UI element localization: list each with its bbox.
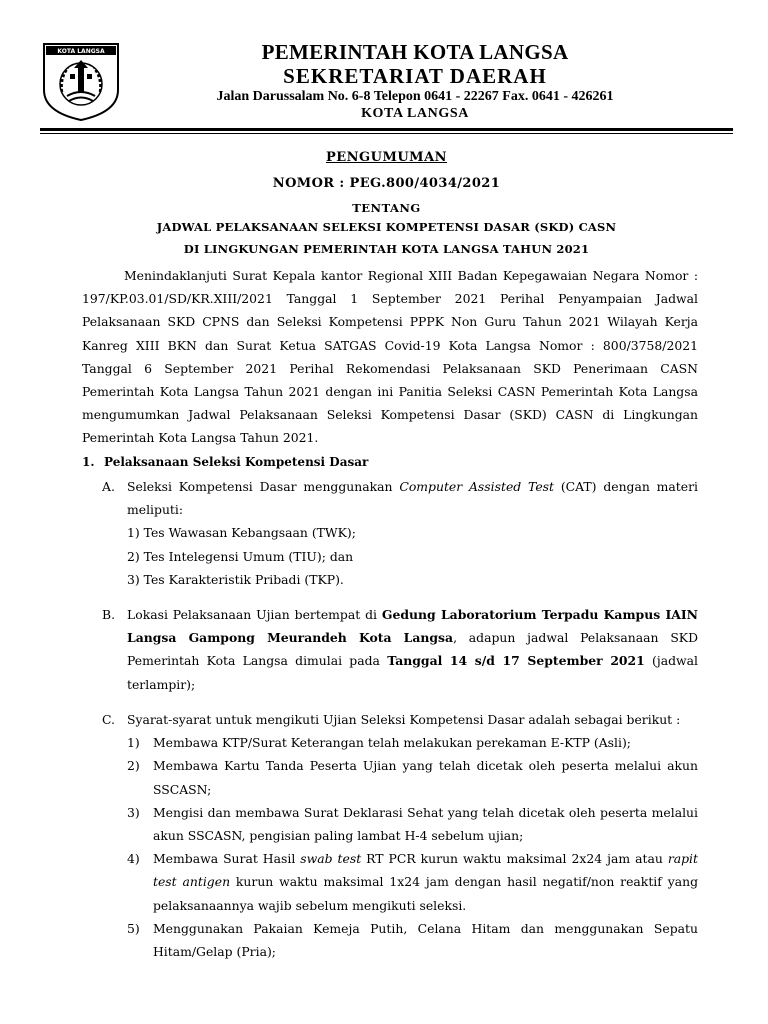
- list-number: 4): [127, 851, 140, 867]
- emblem-shield-icon: [40, 40, 122, 122]
- list-item: 3) Tes Karakteristik Pribadi (TKP).: [127, 571, 344, 587]
- list-number: 5): [127, 920, 140, 936]
- text-segment: (CAT) dengan materi meliputi:: [127, 479, 699, 518]
- subsection-b-text: [127, 603, 698, 696]
- list-text: RT PCR kurun waktu maksimal 2x24 jam atau: [361, 851, 668, 867]
- list-number: 2): [127, 758, 140, 774]
- emblem-label: KOTA LANGSA: [57, 48, 105, 55]
- announcement-number: NOMOR : PEG.800/4034/2021: [272, 176, 501, 191]
- subsection-b: [102, 603, 698, 696]
- subsection-letter: A.: [102, 479, 115, 494]
- letterhead-city: KOTA LANGSA: [361, 106, 469, 121]
- list-text: Menggunakan Pakaian Kemeja Putih, Celana Hitam dan menggunakan Sepatu Hitam/Gelap (Pria);: [153, 920, 698, 960]
- list-item: 1) Tes Wawasan Kebangsaan (TWK);: [127, 525, 356, 541]
- section-1-heading: [82, 455, 368, 469]
- list-item: [127, 731, 698, 754]
- italic-segment: rapit test antigen: [153, 851, 698, 890]
- list-text: Mengisi dan membawa Surat Deklarasi Sehat yang telah dicetak oleh peserta melalui akun SSCASN, pengisian paling lambat H-4 sebelum ujian;: [153, 804, 698, 844]
- subsection-c-intro: Syarat-syarat untuk mengikuti Ujian Seleksi Kompetensi Dasar adalah sebagai berikut :: [127, 712, 681, 727]
- list-number: 1): [127, 735, 140, 751]
- text-segment: (jadwal terlampir);: [127, 653, 698, 692]
- date-bold: Tanggal 14 s/d 17 September 2021: [387, 653, 645, 669]
- subsection-letter: C.: [102, 712, 115, 727]
- intro-paragraph: Menindaklanjuti Surat Kepala kantor Regional XIII Badan Kepegawaian Negara Nomor : 197/KP.03.01/SD/KR.XIII/2021 Tanggal 1 September 2021 Perihal Penyampaian Jadwal Pelaksanaan SKD CPNS dan Seleksi Kompetensi PPPK Non Guru Tahun 2021 Wilayah Kerja Kanreg XIII BKN dan Surat Ketua SATGAS Covid-19 Kota Langsa Nomor : 800/3758/2021 Tanggal 6 September 2021 Perihal Rekomendasi Pelaksanaan SKD Penerimaan CASN Pemerintah Kota Langsa Tahun 2021 dengan ini Panitia Seleksi CASN Pemerintah Kota Langsa mengumumkan Jadwal Pelaksanaan Seleksi Kompetensi Dasar (SKD) CASN di Lingkungan Pemerintah Kota Langsa Tahun 2021.: [82, 268, 698, 446]
- requirements-list: [127, 731, 698, 963]
- list-item: [127, 754, 698, 800]
- letterhead-address: Jalan Darussalam No. 6-8 Telepon 0641 - 22267 Fax. 0641 - 426261: [216, 89, 614, 104]
- announcement-heading: PENGUMUMAN: [325, 150, 448, 165]
- list-text: Membawa KTP/Surat Keterangan telah melakukan perekaman E-KTP (Asli);: [153, 735, 631, 751]
- subsection-c-text: [127, 708, 698, 963]
- list-item: [127, 847, 698, 917]
- list-number: 3): [127, 804, 140, 820]
- announcement-subject-line1: JADWAL PELAKSANAAN SELEKSI KOMPETENSI DASAR (SKD) CASN: [156, 220, 617, 234]
- section-title: Pelaksanaan Seleksi Kompetensi Dasar: [104, 455, 369, 469]
- list-item: [127, 917, 698, 963]
- italic-segment: swab test: [300, 851, 362, 867]
- text-segment: , adapun jadwal Pelaksanaan SKD Pemerintah Kota Langsa dimulai pada: [127, 630, 698, 669]
- announcement-about: TENTANG: [352, 201, 421, 215]
- text-segment: Seleksi Kompetensi Dasar menggunakan: [127, 479, 400, 494]
- announcement-subject-line2: DI LINGKUNGAN PEMERINTAH KOTA LANGSA TAHUN 2021: [183, 242, 590, 256]
- letterhead-secretariat: SEKRETARIAT DAERAH: [283, 64, 547, 88]
- letterhead-government: PEMERINTAH KOTA LANGSA: [261, 40, 569, 64]
- italic-segment: Computer Assisted Test: [399, 479, 555, 494]
- text-segment: Lokasi Pelaksanaan Ujian bertempat di: [127, 607, 382, 622]
- list-text: Membawa Kartu Tanda Peserta Ujian yang telah dicetak oleh peserta melalui akun SSCASN;: [153, 758, 698, 797]
- list-item: 2) Tes Intelegensi Umum (TIU); dan: [127, 548, 354, 564]
- list-text: Membawa Surat Hasil: [153, 851, 301, 867]
- city-emblem-logo: [40, 40, 122, 122]
- subsection-a-text: [127, 475, 698, 591]
- list-item: [127, 801, 698, 847]
- letterhead-divider-thick: [40, 128, 733, 131]
- location-bold: Gedung Laboratorium Terpadu Kampus IAIN Langsa Gampong Meurandeh Kota Langsa: [127, 607, 699, 646]
- subsection-c: [102, 708, 698, 963]
- subsection-letter: B.: [102, 607, 116, 622]
- letterhead-divider-thin: [40, 133, 733, 134]
- list-text: kurun waktu maksimal 1x24 jam dengan hasil negatif/non reaktif yang pelaksanaannya wajib sebelum mengikuti seleksi.: [153, 874, 698, 913]
- section-number: 1.: [82, 455, 95, 469]
- subsection-a: [102, 475, 698, 591]
